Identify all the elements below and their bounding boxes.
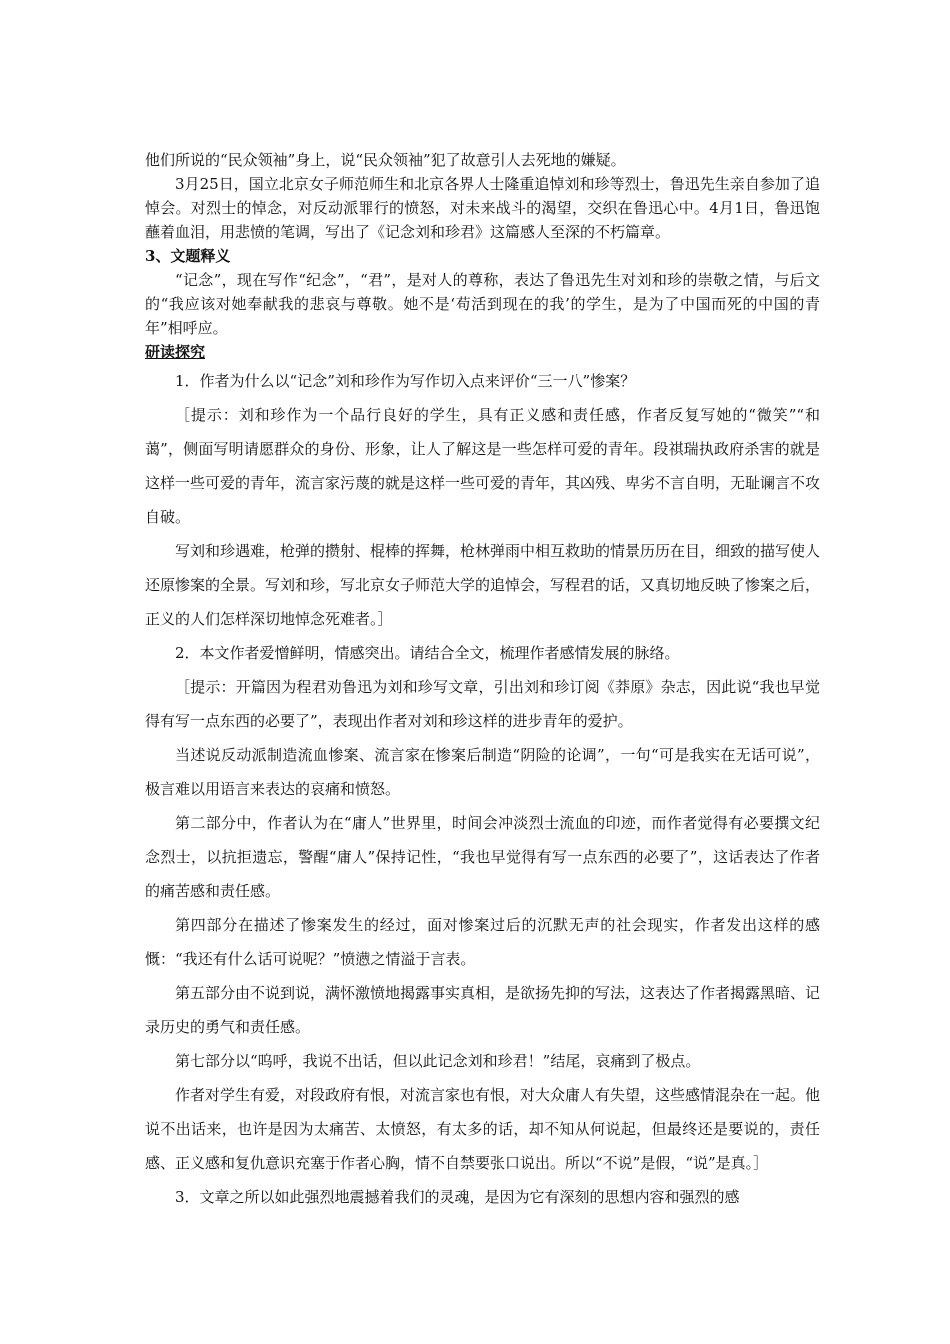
answer-2-part-4: 第四部分在描述了惨案发生的经过，面对惨案过后的沉默无声的社会现实，作者发出这样的感慨：“我还有什么话可说呢？”愤懑之情溢于言表。: [145, 916, 820, 968]
answer-2-part-3: 第二部分中，作者认为在“庸人”世界里，时间会冲淡烈士流血的印迹，而作者觉得有必要撰文纪念烈士，以抗拒遗忘，警醒“庸人”保持记性，“我也早觉得有写一点东西的必要了”，这话表达了作者的痛苦感和责任感。: [145, 814, 820, 900]
question-3: 3．文章之所以如此强烈地震撼着我们的灵魂，是因为它有深刻的思想内容和强烈的感: [175, 1188, 740, 1206]
answer-2-part-6: 第七部分以“呜呼，我说不出话，但以此记念刘和珍君！”结尾，哀痛到了极点。: [175, 1052, 701, 1070]
answer-1-part-1: ［提示：刘和珍作为一个品行良好的学生，具有正义感和责任感，作者反复写她的“微笑”“和蔼”，侧面写明请愿群众的身份、形象，让人了解这是一些怎样可爱的青年。段祺瑞执政府杀害的就是这样一些可爱的青年，流言家污蔑的就是这样一些可爱的青年，其凶残、卑劣不言自明，无耻谰言不攻自破。: [145, 406, 821, 526]
answer-2-part-1: ［提示：开篇因为程君劝鲁迅为刘和珍写文章，引出刘和珍订阅《莽原》杂志，因此说“我也早觉得有写一点东西的必要了”，表现出作者对刘和珍这样的进步青年的爱护。: [145, 678, 820, 730]
answer-2-part-7: 作者对学生有爱，对段政府有恨，对流言家也有恨，对大众庸人有失望，这些感情混杂在一起。他说不出话来，也许是因为太痛苦、太愤怒，有太多的话，却不知从何说起，但最终还是要说的，责任感、正义感和复仇意识充塞于作者心胸，情不自禁要张口说出。所以“不说”是假，“说”是真。］: [145, 1086, 821, 1172]
answer-2-part-2: 当述说反动派制造流血惨案、流言家在惨案后制造“阴险的论调”，一句“可是我实在无话可说”，极言难以用语言来表达的哀痛和愤怒。: [145, 746, 820, 798]
section-heading-title-meaning: 3、文题释义: [145, 247, 231, 265]
question-1: 1．作者为什么以“记念”刘和珍作为写作切入点来评价“三一八”惨案？: [175, 372, 636, 390]
question-2: 2．本文作者爱憎鲜明，情感突出。请结合全文，梳理作者感情发展的脉络。: [175, 644, 680, 662]
answer-2-part-5: 第五部分由不说到说，满怀激愤地揭露事实真相，是欲扬先抑的写法，这表达了作者揭露黑暗、记录历史的勇气和责任感。: [145, 984, 821, 1036]
answer-1-part-2: 写刘和珍遇难，枪弹的攒射、棍棒的挥舞，枪林弹雨中相互救助的情景历历在目，细致的描写使人还原惨案的全景。写刘和珍，写北京女子师范大学的追悼会，写程君的话，又真切地反映了惨案之后，正义的人们怎样深切地悼念死难者。］: [145, 542, 821, 628]
paragraph-context-end: 他们所说的“民众领袖”身上，说“民众领袖”犯了故意引人去死地的嫌疑。: [145, 151, 626, 169]
paragraph-memorial-background: 3月25日，国立北京女子师范师生和北京各界人士隆重追悼刘和珍等烈士，鲁迅先生亲自参加了追悼会。对烈士的悼念，对反动派罪行的愤怒，对未来战斗的渴望，交织在鲁迅心中。4月1日，鲁迅饱蘸着血泪，用悲愤的笔调，写出了《记念刘和珍君》这篇感人至深的不朽篇章。: [145, 175, 820, 241]
document-page: [145, 148, 820, 1214]
paragraph-title-meaning: “记念”，现在写作“纪念”，“君”，是对人的尊称，表达了鲁迅先生对刘和珍的崇敬之情，与后文的“我应该对她奉献我的悲哀与尊敬。她不是‘苟活到现在的我’的学生，是为了中国而死的中国的青年”相呼应。: [145, 271, 820, 337]
section-heading-study: 研读探究: [145, 343, 206, 361]
